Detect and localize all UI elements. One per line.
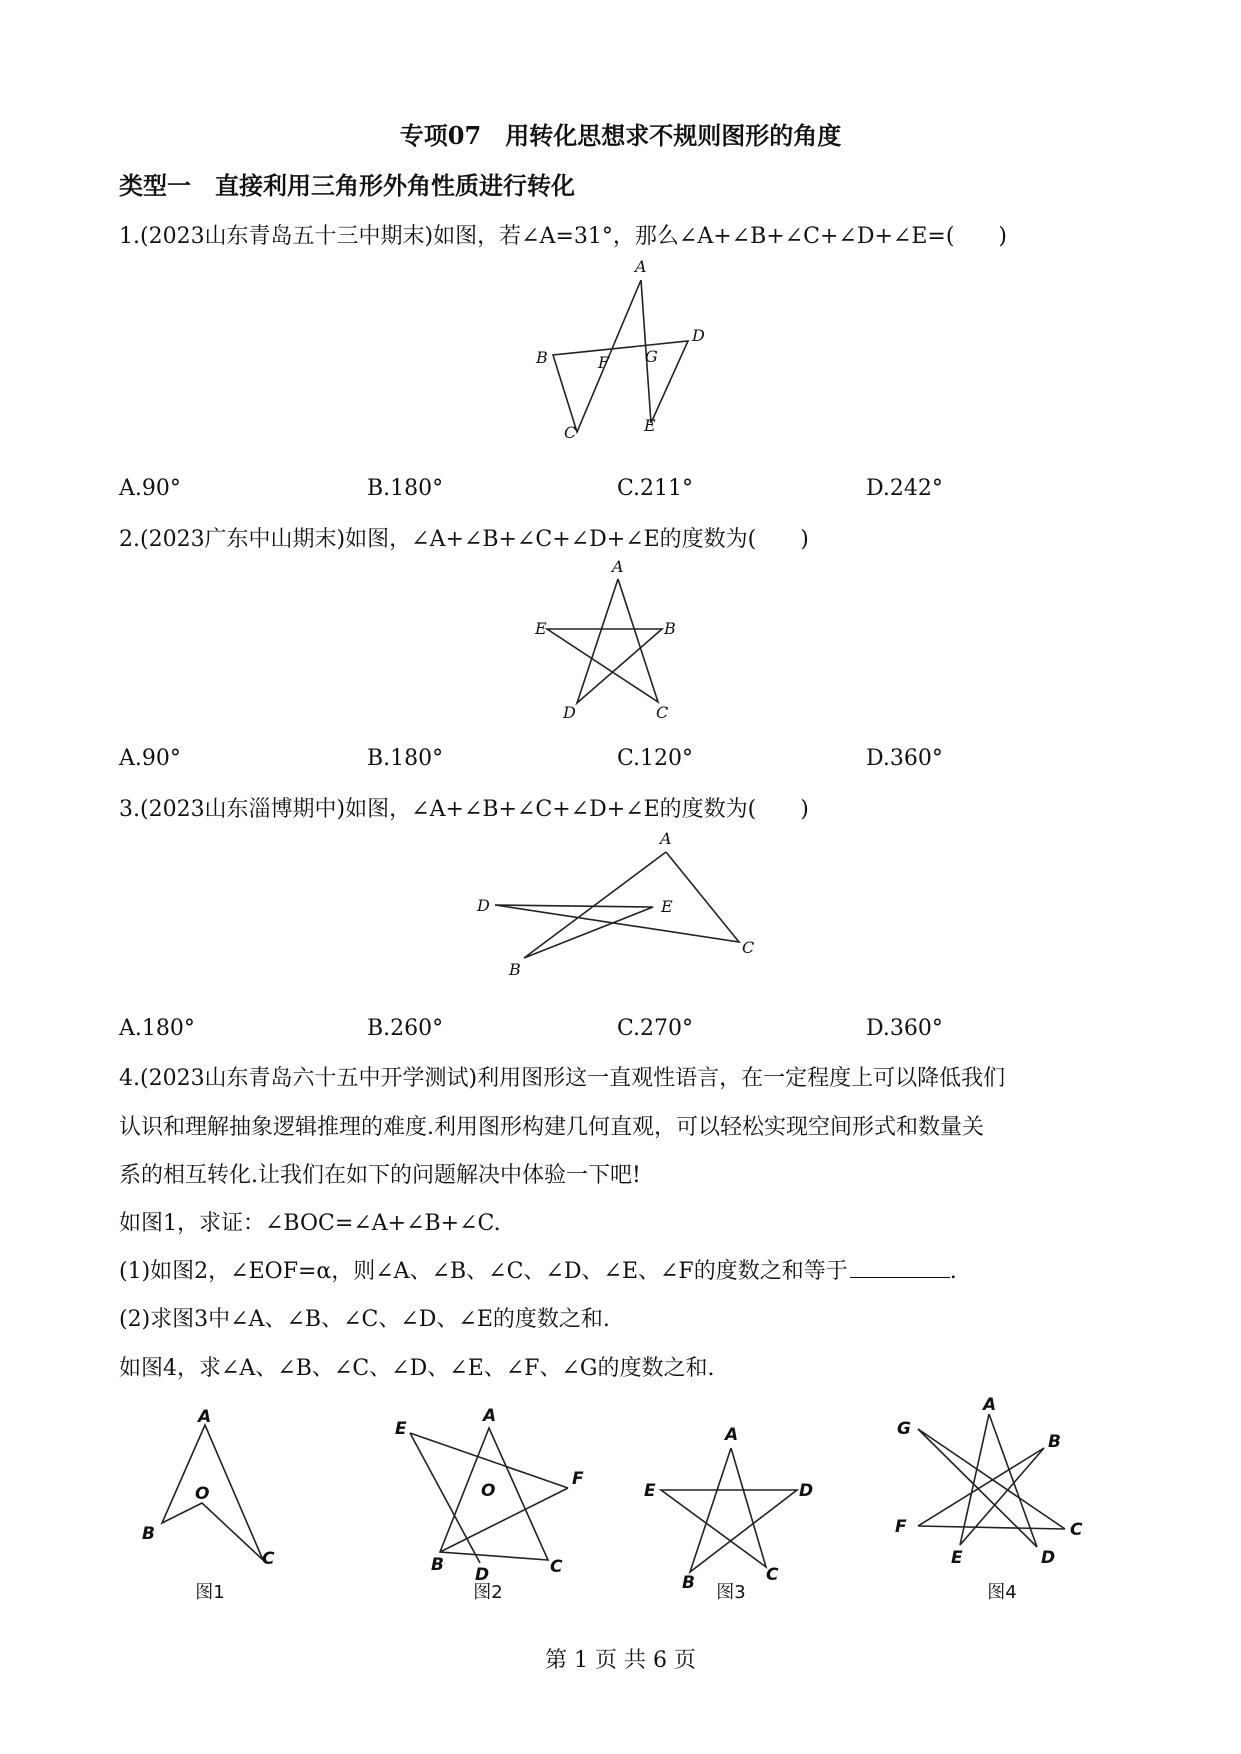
- answer-blank[interactable]: [850, 1257, 950, 1278]
- point-label: A: [983, 1395, 997, 1415]
- point-label: C: [262, 1549, 275, 1569]
- figure-segment: [162, 1425, 263, 1560]
- q1-option-a: A.90°: [119, 476, 181, 501]
- figure-1: [135, 1403, 285, 1573]
- figure-segment: [410, 1433, 568, 1488]
- point-label: C: [766, 1565, 779, 1585]
- q2-option-d: D.360°: [866, 746, 943, 771]
- page-footer: 第 1 页 共 6 页: [545, 1648, 696, 1673]
- point-label: B: [509, 960, 521, 979]
- point-label: D: [475, 1565, 490, 1585]
- q3-option-a: A.180°: [119, 1016, 195, 1041]
- point-label: D: [477, 896, 490, 915]
- question-1-text: 1.(2023山东青岛五十三中期末)如图，若∠A=31°，那么∠A+∠B+∠C+∠D+∠E=( ): [119, 224, 1007, 249]
- q3-option-d: D.360°: [866, 1016, 943, 1041]
- figure-4: [880, 1392, 1110, 1582]
- point-label: B: [682, 1573, 695, 1593]
- question-4-line-1: 4.(2023山东青岛六十五中开学测试)利用图形这一直观性语言，在一定程度上可以降低我们: [119, 1066, 1006, 1091]
- question-4-part-2: (2)求图3中∠A、∠B、∠C、∠D、∠E的度数之和.: [119, 1307, 610, 1332]
- point-label: E: [951, 1548, 963, 1568]
- point-label: A: [635, 257, 647, 276]
- q3-option-c: C.270°: [617, 1016, 694, 1041]
- figure-segment: [495, 852, 739, 958]
- point-label: F: [895, 1517, 907, 1537]
- question-4-line-2: 认识和理解抽象逻辑推理的难度.利用图形构建几何直观，可以轻松实现空间形式和数量关: [119, 1115, 984, 1140]
- question-4-part-1-text: (1)如图2，∠EOF=α，则∠A、∠B、∠C、∠D、∠E、∠F的度数之和等于: [119, 1259, 848, 1284]
- question-2-text: 2.(2023广东中山期末)如图，∠A+∠B+∠C+∠D+∠E的度数为( ): [119, 527, 809, 552]
- question-4-line-3: 系的相互转化.让我们在如下的问题解决中体验一下吧!: [119, 1163, 641, 1188]
- figure-segment: [661, 1448, 797, 1572]
- section-heading: 类型一 直接利用三角形外角性质进行转化: [119, 171, 575, 200]
- figure-2-caption: 图2: [473, 1582, 503, 1603]
- point-label: E: [644, 416, 656, 435]
- figure-segment: [553, 280, 688, 432]
- q1-option-c: C.211°: [617, 476, 694, 501]
- question-3-text: 3.(2023山东淄博期中)如图，∠A+∠B+∠C+∠D+∠E的度数为( ): [119, 797, 809, 822]
- point-label: A: [483, 1406, 497, 1426]
- point-label: F: [598, 353, 610, 372]
- point-label: A: [198, 1407, 212, 1427]
- point-label: D: [799, 1481, 814, 1501]
- point-label: A: [612, 557, 624, 576]
- point-label: E: [644, 1481, 656, 1501]
- figure-segment: [918, 1526, 1065, 1529]
- question-3-figure: [465, 825, 770, 980]
- figure-segment: [918, 1429, 1037, 1547]
- point-label: E: [661, 897, 673, 916]
- point-label: D: [692, 326, 705, 345]
- point-label: B: [431, 1555, 444, 1575]
- q2-option-b: B.180°: [367, 746, 444, 771]
- point-label: C: [656, 703, 669, 722]
- point-label: G: [897, 1419, 911, 1439]
- point-label: B: [1048, 1432, 1061, 1452]
- point-label: A: [660, 829, 672, 848]
- point-label: F: [572, 1469, 584, 1489]
- point-label: C: [564, 423, 577, 442]
- point-label: D: [1041, 1548, 1056, 1568]
- point-label: D: [563, 703, 576, 722]
- point-label: B: [536, 348, 548, 367]
- figure-segment: [918, 1429, 1065, 1529]
- point-label: C: [550, 1557, 563, 1577]
- q1-option-b: B.180°: [367, 476, 444, 501]
- point-label: B: [664, 619, 676, 638]
- point-label: C: [1070, 1520, 1083, 1540]
- point-label: E: [535, 619, 547, 638]
- question-4-line-4: 如图1，求证：∠BOC=∠A+∠B+∠C.: [119, 1211, 501, 1236]
- question-1-figure: [520, 255, 730, 440]
- figure-3-caption: 图3: [716, 1582, 746, 1603]
- figure-segment: [960, 1414, 989, 1545]
- point-label: O: [481, 1481, 496, 1501]
- figure-2: [385, 1403, 595, 1583]
- point-label: G: [645, 347, 658, 366]
- figure-segment: [440, 1488, 568, 1552]
- q2-option-a: A.90°: [119, 746, 181, 771]
- page-title: 专项07 用转化思想求不规则图形的角度: [399, 121, 842, 150]
- question-4-part-1: [119, 1254, 957, 1285]
- q1-option-d: D.242°: [866, 476, 943, 501]
- figure-segment: [410, 1433, 480, 1563]
- point-label: O: [195, 1484, 210, 1504]
- figure-1-caption: 图1: [195, 1582, 225, 1603]
- point-label: E: [395, 1419, 407, 1439]
- figure-4-caption: 图4: [987, 1582, 1017, 1603]
- question-4-part-1-end: .: [949, 1259, 957, 1284]
- figure-segment: [547, 579, 662, 703]
- q3-option-b: B.260°: [367, 1016, 444, 1041]
- question-2-figure: [525, 556, 705, 726]
- point-label: A: [725, 1425, 739, 1445]
- point-label: B: [142, 1524, 155, 1544]
- q2-option-c: C.120°: [617, 746, 694, 771]
- point-label: C: [742, 938, 755, 957]
- question-4-line-7: 如图4，求∠A、∠B、∠C、∠D、∠E、∠F、∠G的度数之和.: [119, 1356, 715, 1381]
